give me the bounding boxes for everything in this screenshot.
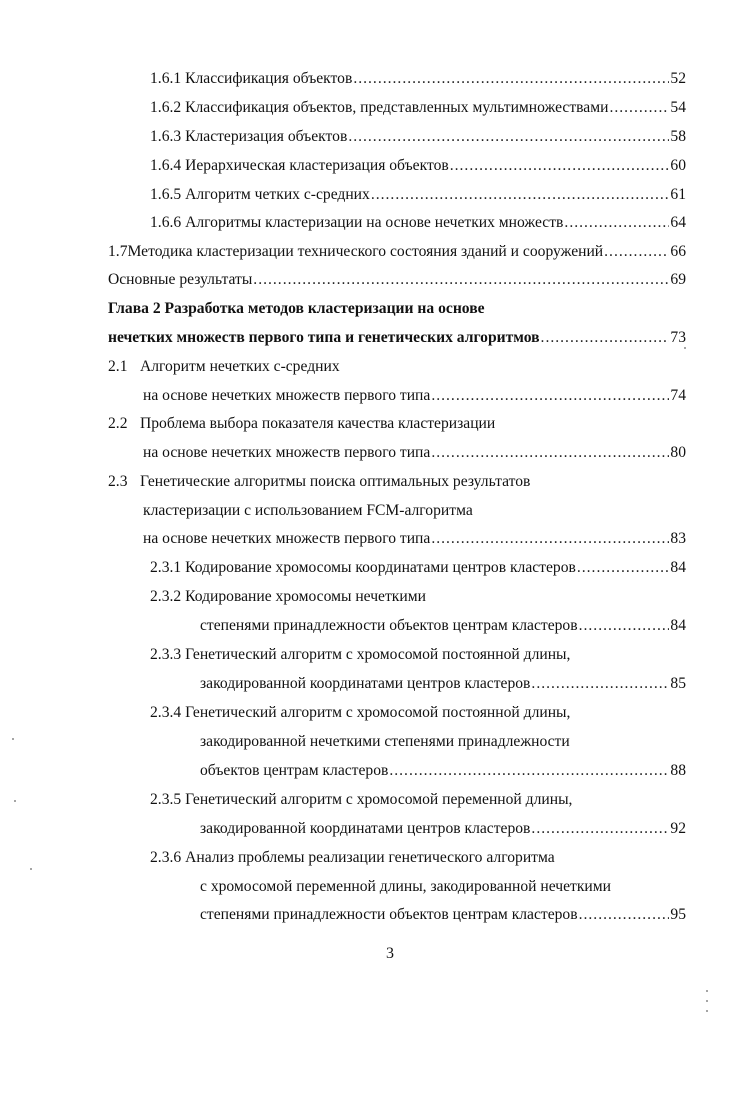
toc-entry-page: 88 (670, 762, 686, 779)
toc-leader-dots (253, 268, 669, 292)
toc-entry-2-3-2-line1[interactable] (150, 585, 426, 609)
toc-entry-number: 1.6.6 (150, 214, 182, 231)
toc-entry-2-3-6[interactable] (200, 903, 686, 927)
toc-entry-results[interactable] (108, 268, 686, 292)
toc-entry-title: Основные результаты (108, 271, 253, 288)
toc-entry-1-6-2[interactable] (150, 96, 686, 120)
toc-entry-title: Генетический алгоритм с хромосомой постоянной длины, (185, 646, 571, 663)
toc-entry-2-3-4[interactable] (200, 759, 686, 783)
toc-entry-title-cont: на основе нечетких множеств первого типа (143, 444, 431, 461)
toc-entry-2-3-4-line1[interactable] (150, 701, 570, 725)
toc-leader-dots (579, 614, 670, 638)
toc-entry-title: Иерархическая кластеризация объектов (185, 157, 449, 174)
toc-leader-dots (389, 759, 669, 783)
toc-leader-dots (541, 326, 670, 350)
scan-speck (12, 738, 14, 740)
toc-entry-title: Алгоритм четких c-средних (185, 186, 370, 203)
toc-leader-dots (431, 384, 669, 408)
toc-chapter-2[interactable] (108, 326, 686, 350)
toc-leader-dots (531, 672, 669, 696)
toc-entry-title-cont: степенями принадлежности объектов центрам кластеров (200, 906, 578, 923)
toc-entry-number: 1.6.1 (150, 70, 182, 87)
toc-entry-title-cont: закодированной координатами центров кластеров (200, 675, 531, 692)
toc-entry-2-3-3-line1[interactable] (150, 643, 570, 667)
toc-leader-dots (353, 67, 669, 91)
toc-entry-page: 84 (670, 617, 686, 634)
toc-entry-page: 84 (670, 559, 686, 576)
toc-entry-2-3-6-line1[interactable] (150, 846, 555, 870)
toc-entry-2-2[interactable] (143, 441, 686, 465)
scan-speck (684, 347, 686, 349)
toc-entry-title: Классификация объектов, представленных мультимножествами (185, 99, 609, 116)
toc-entry-title: Кодирование хромосомы координатами центров кластеров (185, 559, 576, 576)
toc-entry-number: 2.1 (108, 358, 128, 375)
toc-entry-2-3-4-line2[interactable]: закодированной нечеткими степенями принадлежности (200, 733, 570, 750)
toc-entry-title: Кодирование хромосомы нечеткими (185, 588, 426, 605)
toc-entry-title: Алгоритм нечетких c-средних (140, 358, 340, 375)
toc-entry-page: 61 (670, 186, 686, 203)
toc-entry-number: 1.6.4 (150, 157, 182, 174)
toc-entry-1-6-3[interactable] (150, 125, 686, 149)
toc-entry-2-3-2[interactable] (200, 614, 686, 638)
toc-entry-2-3-1[interactable] (150, 556, 686, 580)
toc-entry-2-2-line1[interactable] (108, 412, 495, 436)
toc-entry-title: Кластеризация объектов (185, 128, 348, 145)
page-number: 3 (386, 945, 394, 962)
toc-entry-number: 1.6.5 (150, 186, 182, 203)
toc-entry-title: Анализ проблемы реализации генетического алгоритма (185, 849, 555, 866)
toc-leader-dots (564, 211, 669, 235)
toc-entry-page: 80 (670, 444, 686, 461)
toc-entry-number: 2.3.5 (150, 791, 182, 808)
toc-entry-page: 83 (670, 530, 686, 547)
toc-entry-number: 2.3.1 (150, 559, 182, 576)
toc-entry-page: 85 (670, 675, 686, 692)
toc-entry-page: 58 (670, 128, 686, 145)
toc-leader-dots (348, 125, 669, 149)
toc-entry-2-3-5[interactable] (200, 817, 686, 841)
toc-entry-title-cont: на основе нечетких множеств первого типа (143, 530, 431, 547)
toc-entry-page: 66 (670, 243, 686, 260)
toc-leader-dots (371, 183, 670, 207)
toc-entry-title: Методика кластеризации технического состояния зданий и сооружений (127, 243, 604, 260)
toc-entry-page: 95 (670, 906, 686, 923)
toc-entry-page: 74 (670, 387, 686, 404)
toc-entry-2-1[interactable] (143, 384, 686, 408)
toc-entry-number: 2.3.2 (150, 588, 182, 605)
toc-entry-2-3-6-line2[interactable]: с хромосомой переменной длины, закодированной нечеткими (200, 878, 611, 895)
toc-entry-2-3-3[interactable] (200, 672, 686, 696)
toc-entry-number: 1.7 (108, 243, 128, 260)
toc-entry-title-cont: степенями принадлежности объектов центрам кластеров (200, 617, 578, 634)
toc-leader-dots (431, 441, 669, 465)
toc-entry-title: Алгоритмы кластеризации на основе нечетких множеств (185, 214, 564, 231)
toc-chapter-2-title-line1[interactable]: Глава 2 Разработка методов кластеризации на основе (108, 300, 485, 317)
toc-entry-page: 92 (670, 820, 686, 837)
toc-entry-title-cont: закодированной координатами центров кластеров (200, 820, 531, 837)
toc-leader-dots (579, 903, 670, 927)
scan-speck (30, 868, 32, 870)
toc-entry-number: 2.3 (108, 473, 128, 490)
toc-entry-page: 64 (670, 214, 686, 231)
toc-entry-1-6-1[interactable] (150, 67, 686, 91)
toc-entry-2-3-5-line1[interactable] (150, 788, 572, 812)
toc-entry-title: Генетический алгоритм с хромосомой постоянной длины, (185, 704, 571, 721)
toc-entry-title: Генетические алгоритмы поиска оптимальных результатов (140, 473, 531, 490)
toc-entry-number: 2.3.4 (150, 704, 182, 721)
toc-leader-dots (577, 556, 670, 580)
toc-entry-2-3-line1[interactable] (108, 470, 530, 494)
scan-speck (706, 990, 708, 992)
toc-entry-2-3-line2[interactable]: кластеризации с использованием FCM-алгоритма (143, 502, 473, 519)
toc-entry-title-cont: на основе нечетких множеств первого типа (143, 387, 431, 404)
toc-leader-dots (609, 96, 669, 120)
toc-entry-1-6-4[interactable] (150, 154, 686, 178)
toc-entry-page: 69 (670, 271, 686, 288)
toc-entry-2-3[interactable] (143, 527, 686, 551)
toc-entry-title: Генетический алгоритм с хромосомой переменной длины, (185, 791, 573, 808)
toc-entry-2-1-line1[interactable] (108, 355, 340, 379)
scan-speck (14, 800, 16, 802)
toc-entry-number: 2.3.3 (150, 646, 182, 663)
toc-leader-dots (450, 154, 670, 178)
scan-speck (706, 1010, 708, 1012)
toc-entry-page: 60 (670, 157, 686, 174)
toc-entry-number: 2.2 (108, 415, 128, 432)
toc-entry-page: 73 (670, 329, 686, 346)
toc-entry-number: 1.6.3 (150, 128, 182, 145)
toc-entry-title-cont: объектов центрам кластеров (200, 762, 389, 779)
toc-leader-dots (604, 240, 669, 264)
toc-entry-page: 52 (670, 70, 686, 87)
toc-entry-page: 54 (670, 99, 686, 116)
toc-entry-number: 1.6.2 (150, 99, 182, 116)
toc-entry-title: нечетких множеств первого типа и генетических алгоритмов (108, 329, 540, 346)
toc-entry-title: Проблема выбора показателя качества кластеризации (140, 415, 496, 432)
toc-entry-title: Классификация объектов (185, 70, 353, 87)
toc-entry-1-6-6[interactable] (150, 211, 686, 235)
toc-entry-1-7[interactable] (108, 240, 686, 264)
toc-entry-1-6-5[interactable] (150, 183, 686, 207)
scan-speck (706, 1000, 708, 1002)
toc-leader-dots (531, 817, 669, 841)
toc-leader-dots (431, 527, 669, 551)
toc-entry-number: 2.3.6 (150, 849, 182, 866)
